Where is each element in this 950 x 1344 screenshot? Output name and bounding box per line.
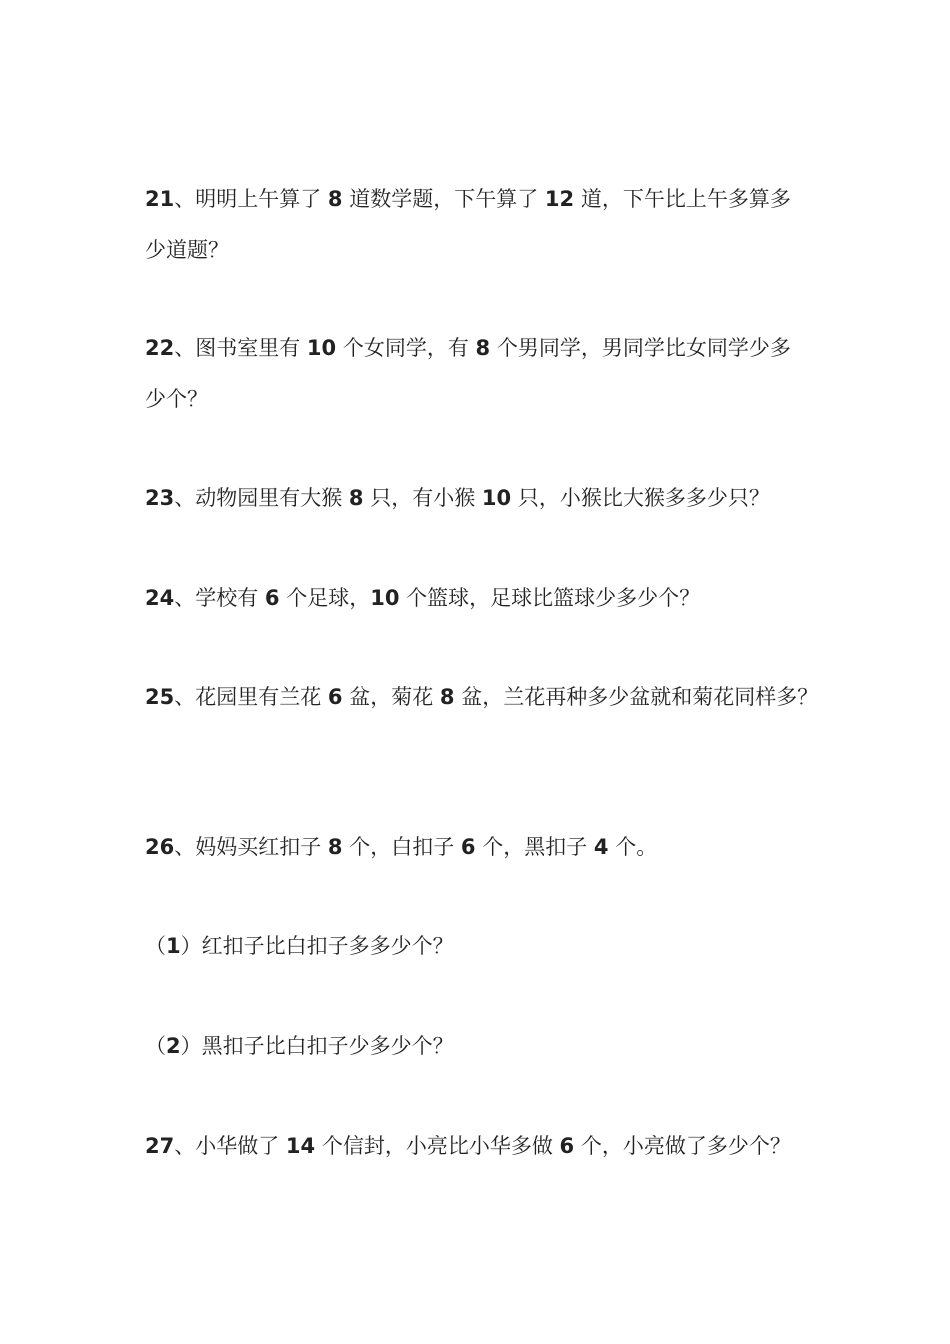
question-26-line-1: 26、妈妈买红扣子 8 个，白扣子 6 个，黑扣子 4 个。	[145, 835, 658, 859]
question-21-line-2: 少道题？	[145, 238, 229, 262]
question-23-line-1: 23、动物园里有大猴 8 只，有小猴 10 只，小猴比大猴多多少只？	[145, 486, 770, 510]
question-22-line-1: 22、图书室里有 10 个女同学，有 8 个男同学，男同学比女同学少多	[145, 336, 791, 360]
question-26-sub-1: （1）红扣子比白扣子多多少个？	[145, 934, 454, 958]
question-22-line-2: 少个？	[145, 387, 208, 411]
question-25-line-1: 25、花园里有兰花 6 盆，菊花 8 盆，兰花再种多少盆就和菊花同样多？	[145, 685, 819, 709]
question-26-sub-2: （2）黑扣子比白扣子少多少个？	[145, 1034, 454, 1058]
question-27-line-1: 27、小华做了 14 个信封，小亮比小华多做 6 个，小亮做了多少个？	[145, 1134, 791, 1158]
question-24-line-1: 24、学校有 6 个足球，10 个篮球，足球比篮球少多少个？	[145, 586, 701, 610]
question-21-line-1: 21、明明上午算了 8 道数学题，下午算了 12 道，下午比上午多算多	[145, 187, 791, 211]
